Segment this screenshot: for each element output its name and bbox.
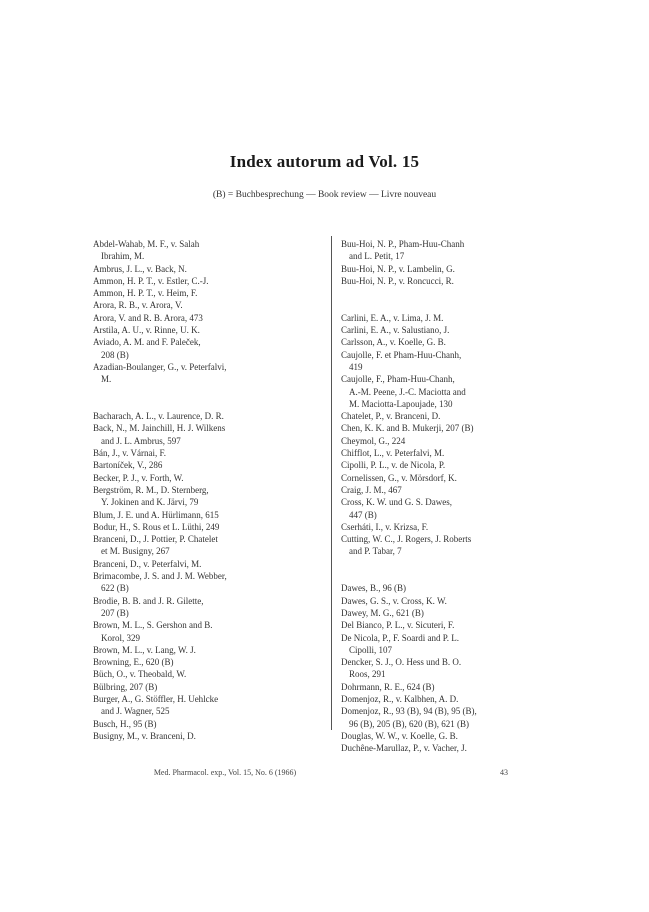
index-entry-line: Brodie, B. B. and J. R. Gilette, <box>93 595 204 606</box>
index-entry-line: 622 (B) <box>101 583 129 594</box>
index-entry-line: Ibrahim, M. <box>101 251 145 262</box>
index-entry <box>93 484 325 509</box>
page-subtitle: (B) = Buchbesprechung — Book review — Livre nouveau <box>212 190 437 200</box>
index-entry-line: Abdel-Wahab, M. F., v. Salah <box>93 239 200 249</box>
index-entry <box>93 459 325 471</box>
index-entry-line: Cheymol, G., 224 <box>341 435 406 446</box>
index-entry-line: Browning, E., 620 (B) <box>93 657 174 668</box>
index-entry-line: Domenjoz, R., 93 (B), 94 (B), 95 (B), <box>341 706 477 717</box>
index-entry <box>93 718 325 730</box>
index-column-left <box>93 238 325 742</box>
index-entry <box>93 693 325 718</box>
index-entry-line: Branceni, D., v. Peterfalvi, M. <box>93 558 202 569</box>
index-entry-line: Buu-Hoi, N. P., v. Lambelin, G. <box>341 263 455 274</box>
index-entry <box>93 570 325 595</box>
index-entry-line: M. Maciotta-Lapoujade, 130 <box>349 398 453 409</box>
index-entry <box>93 238 325 263</box>
index-entry <box>341 447 573 459</box>
index-entry <box>341 238 573 263</box>
index-entry-line: Ammon, H. P. T., v. Heim, F. <box>93 288 198 299</box>
index-entry-line: Craig, J. M., 467 <box>341 484 402 495</box>
index-entry <box>93 619 325 644</box>
letter-section-gap <box>341 558 573 583</box>
index-entry <box>341 632 573 657</box>
index-entry <box>93 668 325 680</box>
index-entry <box>93 287 325 299</box>
index-entry <box>341 435 573 447</box>
index-entry <box>93 312 325 324</box>
index-entry <box>341 619 573 631</box>
index-entry <box>341 582 573 594</box>
index-entry-line: Bartoníček, V., 286 <box>93 460 163 471</box>
index-entry-line: Dawes, G. S., v. Cross, K. W. <box>341 595 447 606</box>
index-entry <box>93 275 325 287</box>
index-entry <box>341 349 573 374</box>
index-entry <box>93 730 325 742</box>
letter-section-gap <box>93 386 325 411</box>
index-entry <box>341 521 573 533</box>
index-entry-line: Busigny, M., v. Branceni, D. <box>93 730 196 741</box>
index-entry-line: Brown, M. L., v. Lang, W. J. <box>93 644 196 655</box>
index-entry <box>341 422 573 434</box>
index-entry-line: Cornelissen, G., v. Mörsdorf, K. <box>341 472 457 483</box>
index-entry-line: Azadian-Boulanger, G., v. Peterfalvi, <box>93 361 227 372</box>
index-entry <box>341 705 573 730</box>
index-entry <box>341 275 573 287</box>
index-entry <box>93 299 325 311</box>
index-entry-line: Dawes, B., 96 (B) <box>341 583 406 594</box>
index-entry-line: Del Bianco, P. L., v. Sicuteri, F. <box>341 620 455 631</box>
index-entry-line: Carlsson, A., v. Koelle, G. B. <box>341 337 446 348</box>
index-entry-line: Bergström, R. M., D. Sternberg, <box>93 484 209 495</box>
index-entry-line: Cipolli, P. L., v. de Nicola, P. <box>341 460 446 471</box>
index-entry <box>93 558 325 570</box>
index-entry-line: 208 (B) <box>101 349 129 360</box>
index-entry-line: and P. Tabar, 7 <box>349 546 402 557</box>
index-entry <box>341 681 573 693</box>
index-entry-line: Duchêne-Marullaz, P., v. Vacher, J. <box>341 743 467 754</box>
index-entry <box>341 324 573 336</box>
index-entry-line: De Nicola, P., F. Soardi and P. L. <box>341 632 460 643</box>
index-entry-line: Bodur, H., S. Rous et L. Lüthi, 249 <box>93 521 220 532</box>
index-entry <box>93 533 325 558</box>
index-entry-line: 419 <box>349 361 363 372</box>
index-entry <box>341 312 573 324</box>
index-entry <box>341 607 573 619</box>
page-title: Index autorum ad Vol. 15 <box>229 152 420 171</box>
index-entry <box>341 410 573 422</box>
index-entry-line: Buu-Hoi, N. P., v. Roncucci, R. <box>341 275 454 286</box>
index-entry-line: Carlini, E. A., v. Salustiano, J. <box>341 325 450 336</box>
index-entry <box>341 595 573 607</box>
index-entry-line: Douglas, W. W., v. Koelle, G. B. <box>341 730 458 741</box>
index-entry <box>93 521 325 533</box>
index-entry <box>93 447 325 459</box>
index-entry-line: Dencker, S. J., O. Hess und B. O. <box>341 657 462 668</box>
index-entry-line: Büch, O., v. Theobald, W. <box>93 669 187 680</box>
index-entry-line: Dawey, M. G., 621 (B) <box>341 607 424 618</box>
index-entry-line: Ambrus, J. L., v. Back, N. <box>93 263 187 274</box>
index-entry-line: and J. L. Ambrus, 597 <box>101 435 181 446</box>
index-entry <box>93 595 325 620</box>
index-entry-line: Carlini, E. A., v. Lima, J. M. <box>341 312 444 323</box>
index-entry-line: and J. Wagner, 525 <box>101 706 170 717</box>
index-entry-line: Aviado, A. M. and F. Paleček, <box>93 337 201 348</box>
index-entry <box>341 336 573 348</box>
index-entry <box>341 533 573 558</box>
index-entry-line: 207 (B) <box>101 607 129 618</box>
index-entry <box>341 496 573 521</box>
index-entry-line: 447 (B) <box>349 509 377 520</box>
index-entry-line: Domenjoz, R., v. Kalbhen, A. D. <box>341 693 459 704</box>
index-entry-line: Bülbring, 207 (B) <box>93 681 158 692</box>
index-entry-line: Ammon, H. P. T., v. Estler, C.-J. <box>93 275 209 286</box>
index-entry <box>93 509 325 521</box>
footer-page-number: 43 <box>500 768 508 777</box>
index-entry-line: Arora, V. and R. B. Arora, 473 <box>93 312 203 323</box>
index-entry <box>341 472 573 484</box>
index-entry <box>93 410 325 422</box>
index-entry-line: Caujolle, F., Pham-Huu-Chanh, <box>341 374 455 385</box>
index-column-right <box>341 238 573 754</box>
index-entry <box>93 422 325 447</box>
index-entry-line: Cutting, W. C., J. Rogers, J. Roberts <box>341 534 472 545</box>
index-entry-line: and L. Petit, 17 <box>349 251 405 262</box>
index-entry-line: Dohrmann, R. E., 624 (B) <box>341 681 435 692</box>
index-entry <box>341 656 573 681</box>
index-entry <box>93 644 325 656</box>
index-entry-line: Branceni, D., J. Pottier, P. Chatelet <box>93 534 218 545</box>
index-entry <box>93 336 325 361</box>
index-entry <box>93 361 325 386</box>
index-entry <box>341 459 573 471</box>
index-entry <box>341 263 573 275</box>
index-entry-line: Chatelet, P., v. Branceni, D. <box>341 411 441 422</box>
index-entry <box>341 484 573 496</box>
index-entry <box>93 681 325 693</box>
index-entry-line: Buu-Hoi, N. P., Pham-Huu-Chanh <box>341 239 465 249</box>
index-entry <box>341 742 573 754</box>
index-entry-line: Bacharach, A. L., v. Laurence, D. R. <box>93 411 224 422</box>
index-entry-line: Back, N., M. Jainchill, H. J. Wilkens <box>93 423 226 434</box>
index-entry-line: Cipolli, 107 <box>349 644 393 655</box>
index-entry-line: 96 (B), 205 (B), 620 (B), 621 (B) <box>349 718 469 729</box>
index-entry-line: Becker, P. J., v. Forth, W. <box>93 472 184 483</box>
index-entry-line: et M. Busigny, 267 <box>101 546 170 557</box>
index-entry <box>341 693 573 705</box>
index-entry-line: A.-M. Peene, J.-C. Maciotta and <box>349 386 466 397</box>
index-entry-line: Busch, H., 95 (B) <box>93 718 157 729</box>
index-entry-line: Chifflot, L., v. Peterfalvi, M. <box>341 448 445 459</box>
index-entry <box>341 373 573 410</box>
index-entry-line: Korol, 329 <box>101 632 140 643</box>
index-entry-line: Bán, J., v. Várnai, F. <box>93 448 167 459</box>
index-entry-line: M. <box>101 374 112 385</box>
index-entry-line: Y. Jokinen and K. Järvi, 79 <box>101 497 199 508</box>
column-divider <box>331 236 332 730</box>
index-entry-line: Brimacombe, J. S. and J. M. Webber, <box>93 571 227 582</box>
index-entry-line: Chen, K. K. and B. Mukerji, 207 (B) <box>341 423 474 434</box>
index-entry-line: Arora, R. B., v. Arora, V. <box>93 300 183 311</box>
index-entry-line: Caujolle, F. et Pham-Huu-Chanh, <box>341 349 462 360</box>
index-entry-line: Blum, J. E. und A. Hürlimann, 615 <box>93 509 219 520</box>
letter-section-gap <box>341 287 573 312</box>
index-entry <box>93 656 325 668</box>
index-entry-line: Cserháti, I., v. Krizsa, F. <box>341 521 429 532</box>
footer-journal: Med. Pharmacol. exp., Vol. 15, No. 6 (1966) <box>153 768 297 777</box>
index-entry <box>93 263 325 275</box>
index-entry-line: Arstila, A. U., v. Rinne, U. K. <box>93 325 200 336</box>
index-entry-line: Brown, M. L., S. Gershon and B. <box>93 620 213 631</box>
index-entry-line: Burger, A., G. Stöffler, H. Uehlcke <box>93 693 219 704</box>
index-entry <box>93 324 325 336</box>
index-entry-line: Cross, K. W. und G. S. Dawes, <box>341 497 453 508</box>
index-entry <box>341 730 573 742</box>
index-entry-line: Roos, 291 <box>349 669 386 680</box>
index-entry <box>93 472 325 484</box>
